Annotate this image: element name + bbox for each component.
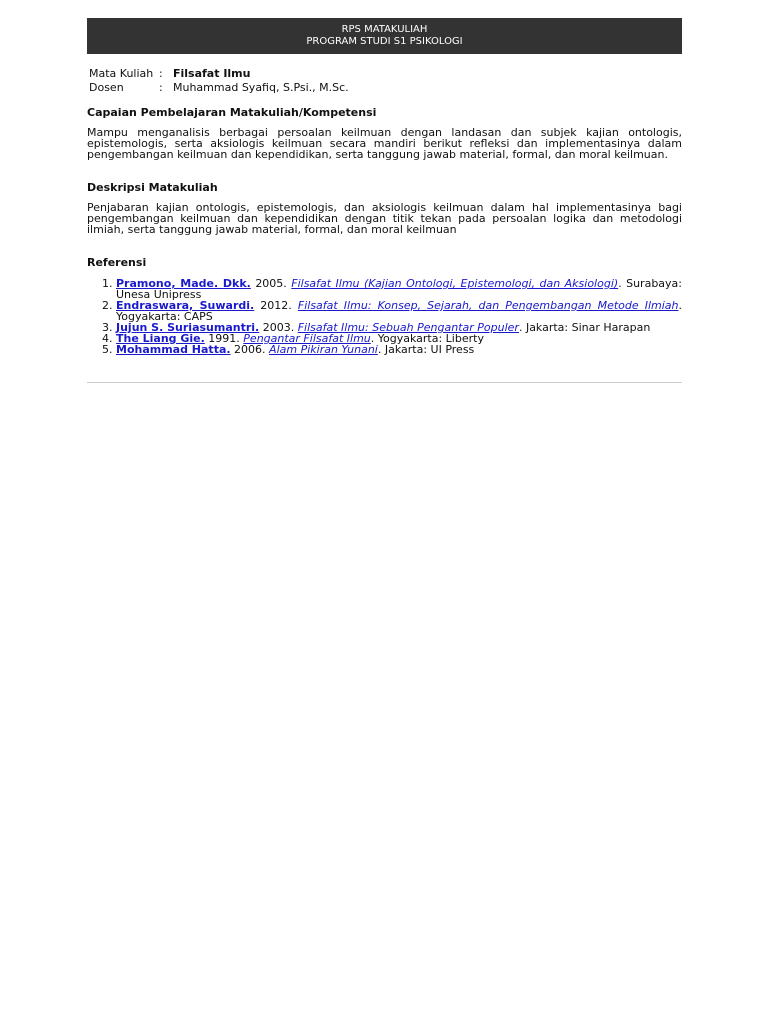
reference-year: 2005. <box>250 277 292 290</box>
course-info-table <box>87 67 349 95</box>
reference-author-link[interactable]: Mohammad Hatta. <box>116 343 231 356</box>
reference-publisher: . Jakarta: Sinar Harapan <box>518 321 651 334</box>
course-value: Filsafat Ilmu <box>173 67 251 80</box>
document-page <box>87 18 682 355</box>
lecturer-separator: : <box>159 81 163 94</box>
reference-publisher: . Surabaya: Unesa Unipress <box>116 277 683 301</box>
course-separator: : <box>159 67 163 80</box>
reference-author-link[interactable]: Jujun S. Suriasumantri. <box>116 321 260 334</box>
reference-year: 2003. <box>259 321 298 334</box>
capaian-text: Mampu menganalisis berbagai persoalan keilmuan dengan landasan dan subjek kajian ontologis, epistemologis, serta aksiologis keilmuan secara mandiri berikut refleksi dan implementasinya dalam pengembangan keilmuan dan kependidikan, serta tanggung jawab material, formal, dan moral keilmuan. <box>87 126 682 161</box>
reference-year: 2012. <box>254 299 298 312</box>
reference-publisher: . Yogyakarta: Liberty <box>370 332 484 345</box>
reference-title-link[interactable]: Filsafat Ilmu (Kajian Ontologi, Epistemologi, dan Aksiologi) <box>291 277 619 290</box>
reference-publisher: . Jakarta: UI Press <box>377 343 475 356</box>
course-row <box>87 67 349 81</box>
reference-title-link[interactable]: Filsafat Ilmu: Konsep, Sejarah, dan Pengembangan Metode Ilmiah <box>297 299 679 312</box>
lecturer-row <box>87 81 349 95</box>
reference-item <box>116 278 682 300</box>
referensi-heading: Referensi <box>87 256 147 269</box>
reference-year: 2006. <box>230 343 270 356</box>
reference-author-link[interactable]: Pramono, Made. Dkk. <box>116 277 251 290</box>
reference-title-link[interactable]: Alam Pikiran Yunani <box>269 343 378 356</box>
reference-author-link[interactable]: Endraswara, Suwardi. <box>116 299 255 312</box>
reference-year: 1991. <box>204 332 244 345</box>
header-subtitle: PROGRAM STUDI S1 PSIKOLOGI <box>306 36 463 47</box>
reference-item <box>116 344 682 355</box>
lecturer-value: Muhammad Syafiq, S.Psi., M.Sc. <box>173 81 349 94</box>
course-label: Mata Kuliah <box>89 67 154 80</box>
reference-author-link[interactable]: The Liang Gie. <box>116 332 205 345</box>
lecturer-label: Dosen <box>89 81 124 94</box>
deskripsi-text: Penjabaran kajian ontologis, epistemologis, dan aksiologis keilmuan dalam hal implementasinya bagi pengembangan keilmuan dan kependidikan dengan titik tekan pada persoalan logika dan metodologi ilmiah, serta tanggung jawab material, formal, dan moral keilmuan <box>87 201 682 236</box>
reference-title-link[interactable]: Filsafat Ilmu: Sebuah Pengantar Populer <box>297 321 519 334</box>
document-header <box>87 18 682 54</box>
reference-title-link[interactable]: Pengantar Filsafat Ilmu <box>243 332 371 345</box>
reference-publisher: . Yogyakarta: CAPS <box>116 299 683 323</box>
reference-item <box>116 300 682 322</box>
deskripsi-heading: Deskripsi Matakuliah <box>87 181 218 194</box>
header-title: RPS MATAKULIAH <box>341 24 428 35</box>
section-divider <box>87 382 682 383</box>
capaian-heading: Capaian Pembelajaran Matakuliah/Kompetensi <box>87 106 377 119</box>
reference-list <box>87 278 682 355</box>
